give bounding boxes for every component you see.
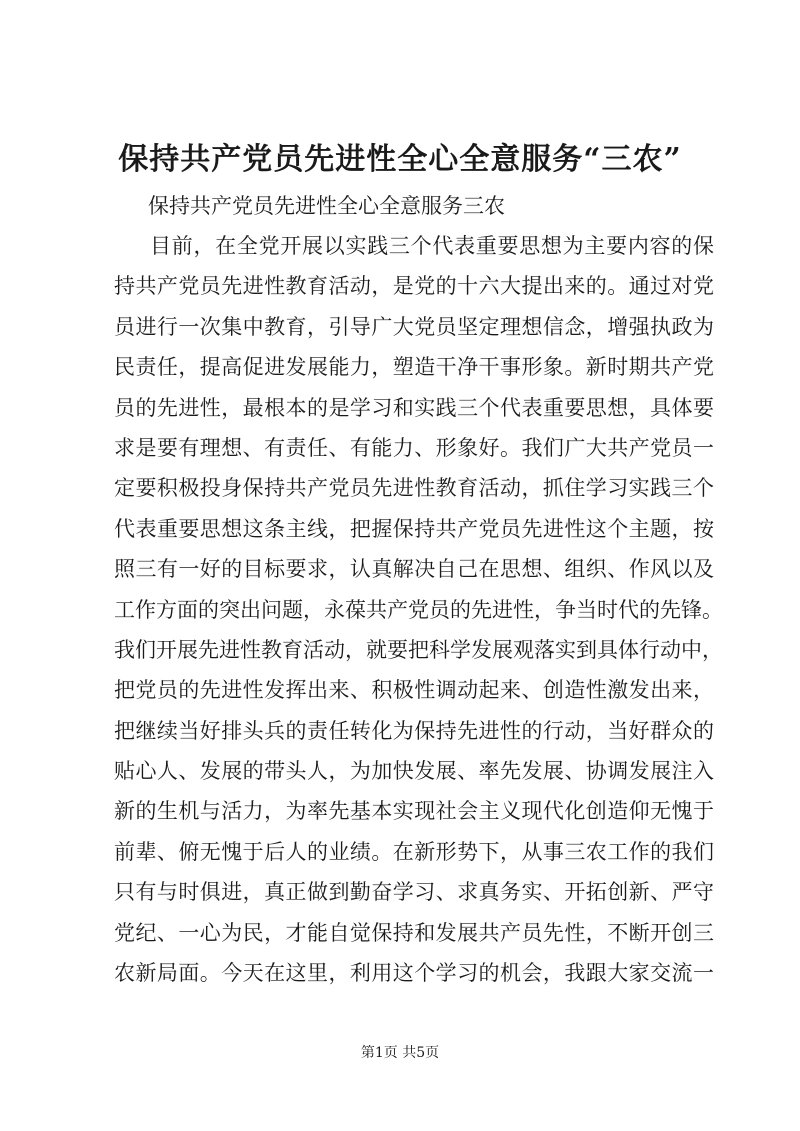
body-line: 照三有一好的目标要求，认真解决自己在思想、组织、作风以及 [114, 557, 714, 582]
document-body [114, 226, 723, 993]
body-line: 员的先进性，最根本的是学习和实践三个代表重要思想，具体要 [114, 395, 714, 420]
document-subtitle: 保持共产党员先进性全心全意服务三农 [148, 194, 505, 218]
body-line: 新的生机与活力，为率先基本实现社会主义现代化创造仰无愧于 [114, 799, 714, 824]
document-title: 保持共产党员先进性全心全意服务“三农” [118, 142, 682, 177]
body-line: 农新局面。今天在这里，利用这个学习的机会，我跟大家交流一 [114, 961, 714, 986]
body-line: 把党员的先进性发挥出来、积极性调动起来、创造性激发出来， [114, 678, 714, 703]
body-line: 只有与时俱进，真正做到勤奋学习、求真务实、开拓创新、严守 [114, 880, 714, 905]
body-line: 定要积极投身保持共产党员先进性教育活动，抓住学习实践三个 [114, 476, 714, 501]
body-line: 民责任，提高促进发展能力，塑造干净干事形象。新时期共产党 [114, 355, 714, 380]
body-line: 前辈、俯无愧于后人的业绩。在新形势下，从事三农工作的我们 [114, 839, 714, 864]
body-line: 工作方面的突出问题，永葆共产党员的先进性，争当时代的先锋。 [114, 597, 723, 622]
body-line: 目前，在全党开展以实践三个代表重要思想为主要内容的保 [150, 234, 714, 258]
page-number-footer: 第1页 共5页 [360, 1045, 440, 1061]
body-line: 党纪、一心为民，才能自觉保持和发展共产员先性，不断开创三 [114, 920, 714, 945]
body-line: 把继续当好排头兵的责任转化为保持先进性的行动，当好群众的 [114, 718, 714, 743]
body-line: 我们开展先进性教育活动，就要把科学发展观落实到具体行动中， [114, 637, 723, 662]
body-line: 贴心人、发展的带头人，为加快发展、率先发展、协调发展注入 [114, 759, 714, 784]
body-line: 代表重要思想这条主线，把握保持共产党员先进性这个主题，按 [114, 516, 714, 541]
body-line: 员进行一次集中教育，引导广大党员坚定理想信念，增强执政为 [114, 314, 714, 339]
body-line: 持共产党员先进性教育活动，是党的十六大提出来的。通过对党 [114, 274, 714, 299]
body-line: 求是要有理想、有责任、有能力、形象好。我们广大共产党员一 [114, 435, 714, 460]
